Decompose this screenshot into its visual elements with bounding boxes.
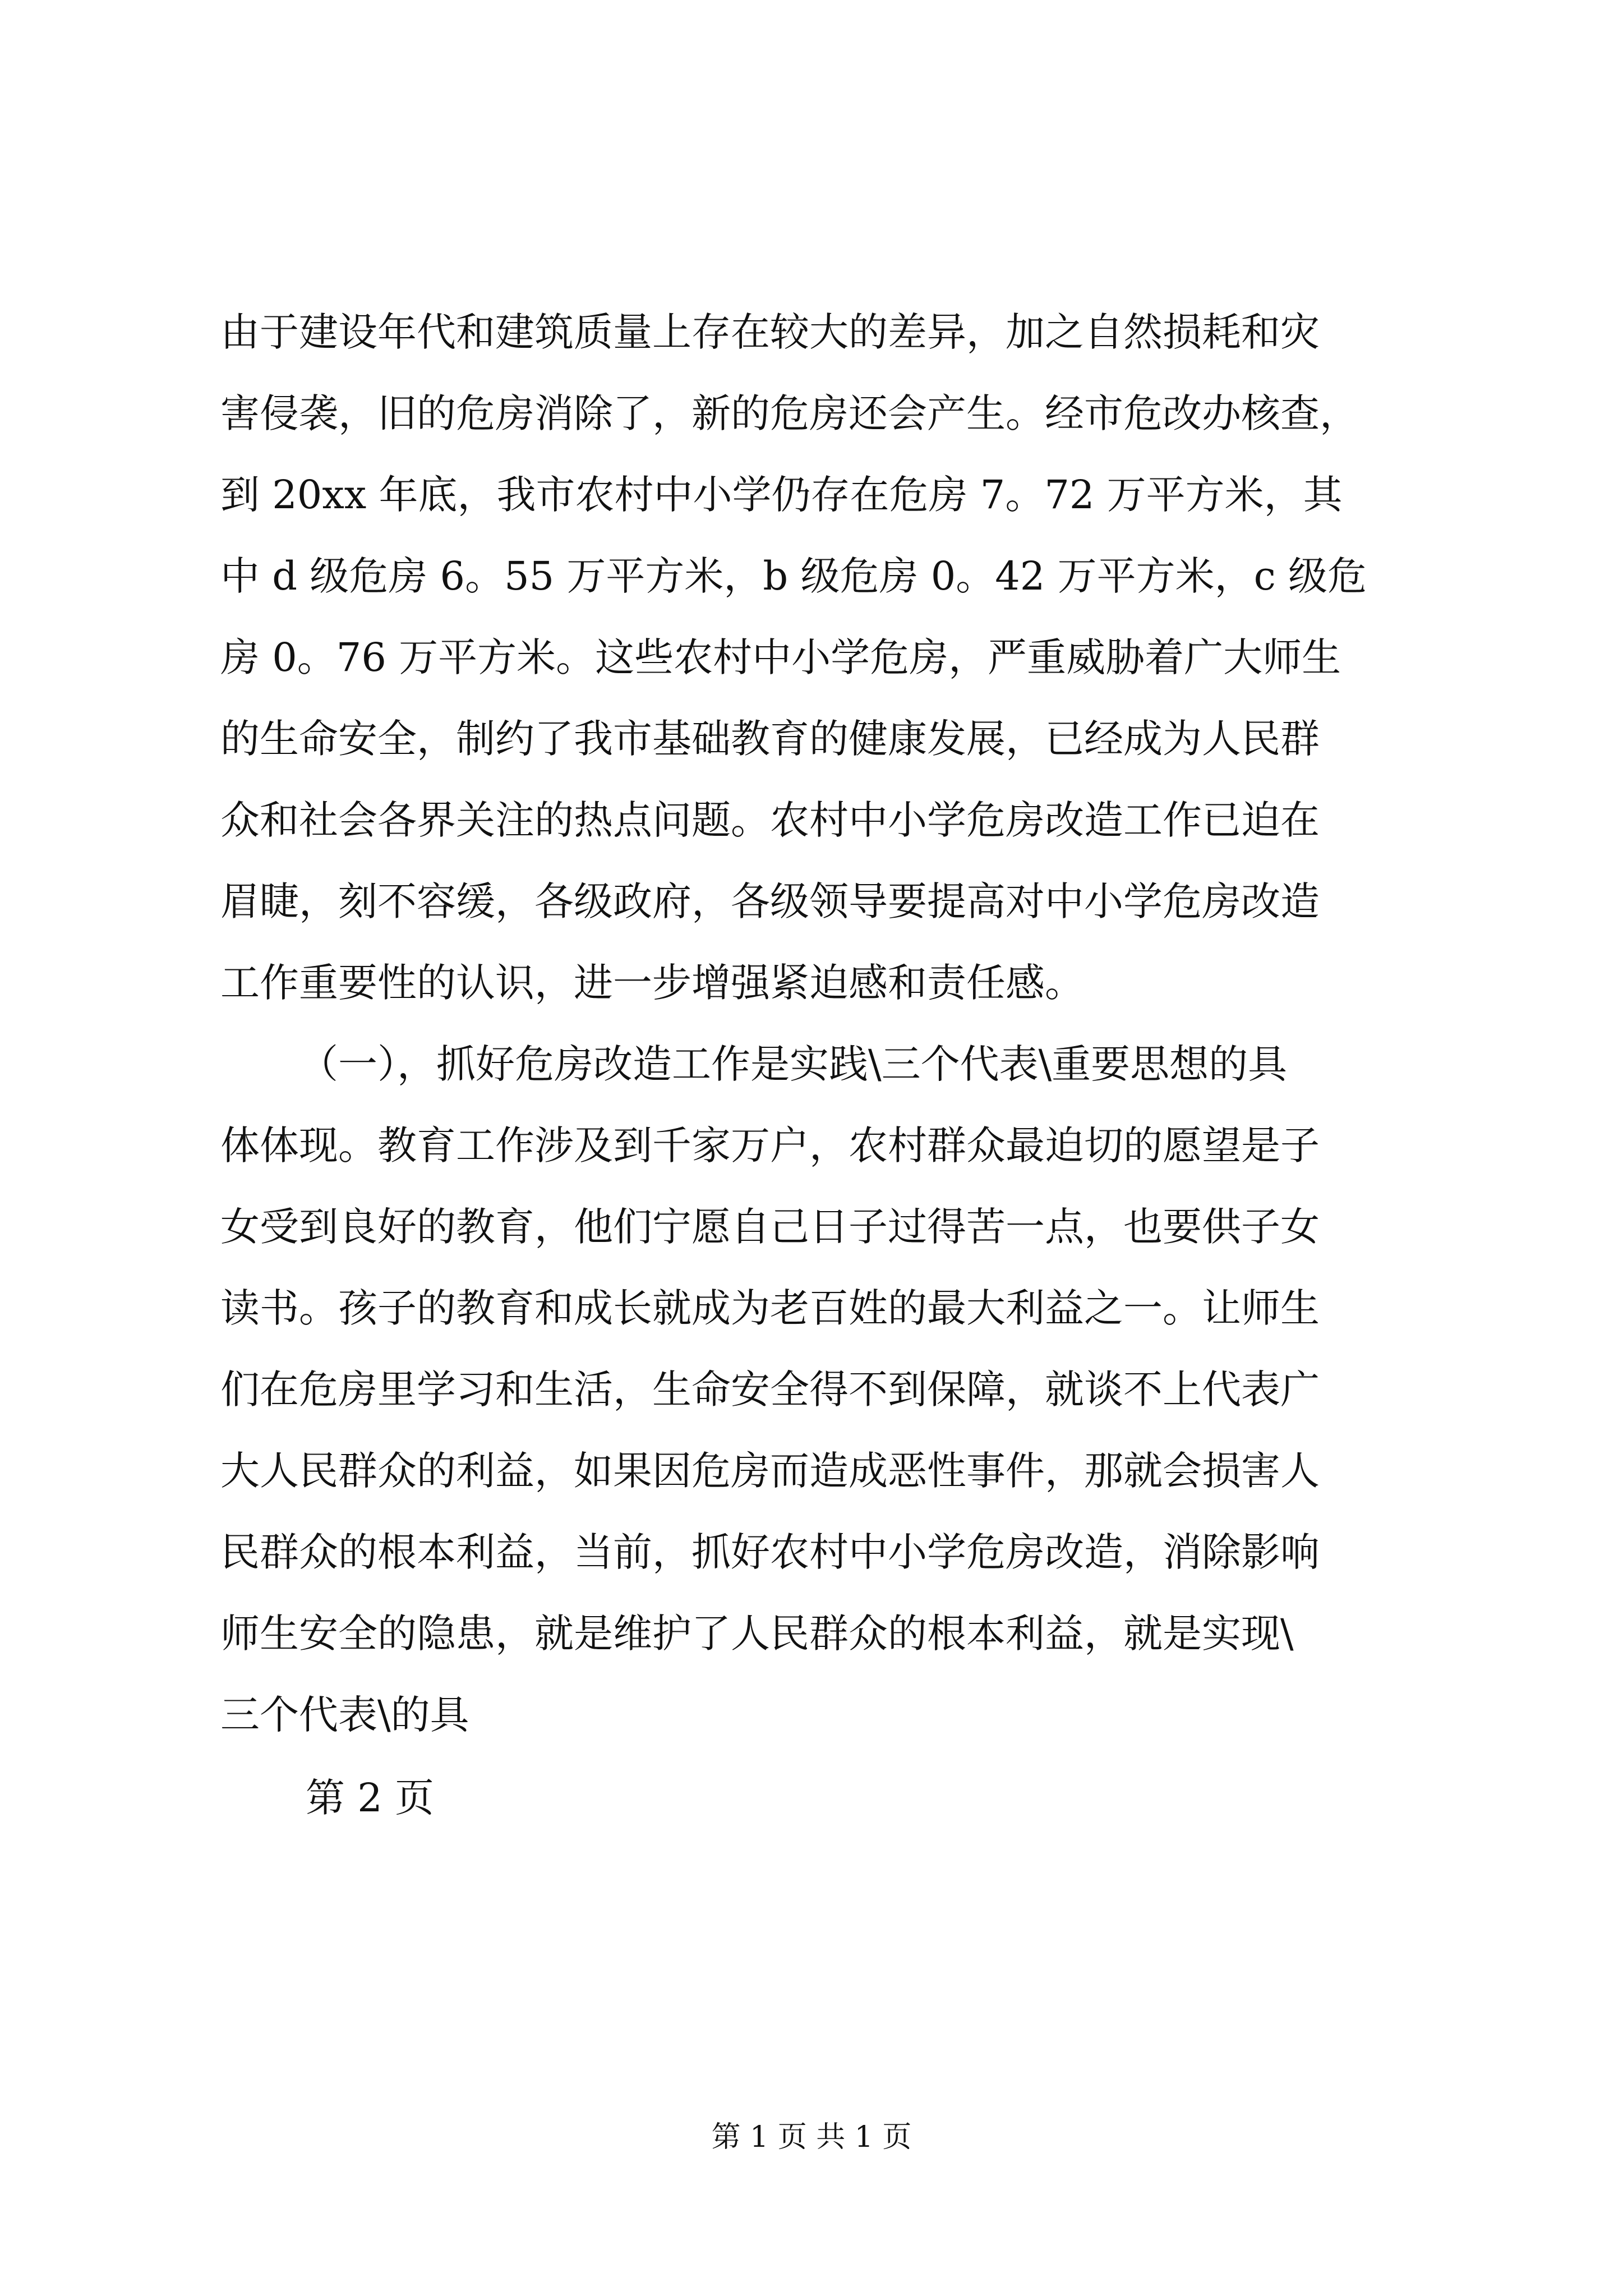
text-line: （一），抓好危房改造工作是实践\三个代表\重要思想的具: [299, 1041, 1288, 1087]
text-line: 众和社会各界关注的热点问题。农村中小学危房改造工作已迫在: [220, 797, 1320, 843]
text-line: 的生命安全，制约了我市基础教育的健康发展，已经成为人民群: [220, 716, 1320, 762]
page-number-label: 第 2 页: [306, 1775, 435, 1821]
text-line: 中 d 级危房 6。55 万平方米，b 级危房 0。42 万平方米，c 级危: [220, 553, 1367, 599]
text-line: 到 20xx 年底，我市农村中小学仍存在危房 7。72 万平方米，其: [220, 472, 1343, 518]
paragraph-2: [220, 1024, 1404, 1756]
document-body: [220, 292, 1404, 1756]
text-line: 眉睫，刻不容缓，各级政府，各级领导要提高对中小学危房改造: [220, 878, 1320, 924]
text-line: 们在危房里学习和生活，生命安全得不到保障，就谈不上代表广: [220, 1366, 1320, 1412]
text-line: 大人民群众的利益，如果因危房而造成恶性事件，那就会损害人: [220, 1448, 1320, 1494]
text-line: 读书。孩子的教育和成长就成为老百姓的最大利益之一。让师生: [220, 1285, 1320, 1331]
text-line: 民群众的根本利益，当前，抓好农村中小学危房改造，消除影响: [220, 1529, 1320, 1575]
paragraph-1: [220, 292, 1404, 1024]
text-line: 害侵袭，旧的危房消除了，新的危房还会产生。经市危改办核查，: [220, 390, 1359, 436]
text-line: 工作重要性的认识，进一步增强紧迫感和责任感。: [220, 960, 1084, 1006]
text-line: 三个代表\的具: [220, 1692, 469, 1738]
text-line: 体体现。教育工作涉及到千家万户，农村群众最迫切的愿望是子: [220, 1122, 1320, 1168]
text-line: 师生安全的隐患，就是维护了人民群众的根本利益，就是实现\: [220, 1611, 1294, 1657]
page-footer: 第 1 页 共 1 页: [711, 2120, 912, 2154]
text-line: 房 0。76 万平方米。这些农村中小学危房，严重威胁着广大师生: [220, 634, 1341, 680]
text-line: 女受到良好的教育，他们宁愿自己日子过得苦一点，也要供子女: [220, 1204, 1320, 1250]
text-line: 由于建设年代和建筑质量上存在较大的差异，加之自然损耗和灾: [220, 309, 1320, 355]
